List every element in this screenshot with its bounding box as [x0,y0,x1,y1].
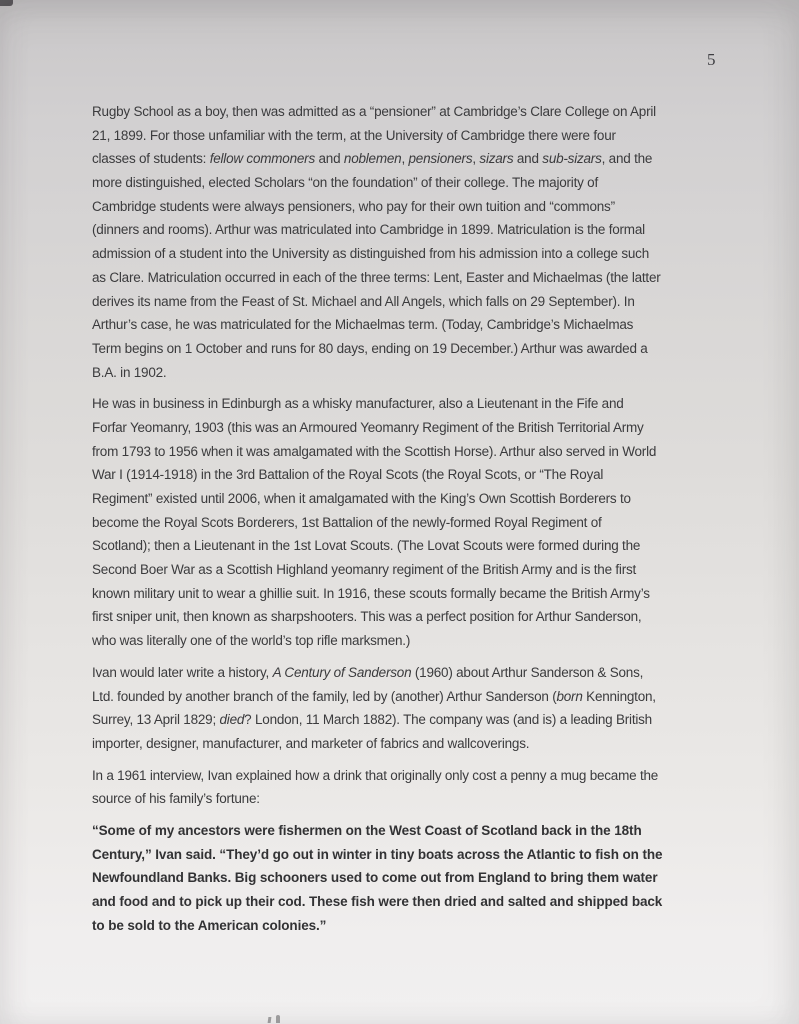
fragment-stroke [276,1015,280,1023]
text-run: derives its name from the Feast of St. Michael and All Angels, which falls on 29 September). In [92,293,635,309]
text-run: known military unit to wear a ghillie suit. In 1916, these scouts formally became the British Army’s [92,585,650,601]
paragraph-military [92,392,728,653]
text-run: to be sold to the American colonies.” [92,917,327,933]
text-line [92,100,728,124]
paragraph-interview-intro [92,764,728,811]
text-line [92,218,728,242]
text-run: as Clare. Matriculation occurred in each of the three terms: Lent, Easter and Michaelmas (the latter [92,269,661,285]
text-run: 21, 1899. For those unfamiliar with the term, at the University of Cambridge there were four [92,127,616,143]
cut-off-text-fragment [268,1015,288,1024]
text-run: Regiment” existed until 2006, when it amalgamated with the King’s Own Scottish Borderers to [92,491,631,506]
text-run: , and the [601,151,653,167]
text-line [92,787,728,811]
text-run: more distinguished, elected Scholars “on the foundation” of their college. The majority of [92,175,598,191]
text-run: Newfoundland Banks. Big schooners used to come out from England to bring them water [92,870,658,886]
text-run: In a 1961 interview, Ivan explained how a drink that originally only cost a penny a mug became the [92,767,659,783]
text-run: Ltd. founded by another branch of the family, led by (another) Arthur Sanderson ( [92,688,557,704]
text-line [92,914,728,938]
text-line [92,487,728,511]
text-line [92,511,728,535]
text-run: B.A. in 1902. [92,364,167,380]
text-run: admission of a student into the University as distinguished from his admission into a college such [92,246,649,262]
text-line [92,195,728,219]
text-run: who was literally one of the world’s top rifle marksmen.) [92,633,411,649]
italic-run: noblemen [343,151,402,167]
paragraph-cambridge [92,100,728,384]
text-run: and food and to pick up their cod. These fish were then dried and salted and shipped back [92,894,663,909]
text-line [92,440,728,464]
text-run: become the Royal Scots Borderers, 1st Battalion of the newly-formed Royal Regiment of [92,514,602,530]
text-run: and [314,151,344,167]
text-line [92,463,728,487]
italic-run: pensioners [408,151,473,167]
text-line [92,313,728,337]
italic-run: born [556,688,583,704]
scan-corner-artifact [0,0,13,6]
text-run: Surrey, 13 April 1829; [92,712,220,728]
text-line [92,534,728,558]
text-line [92,843,728,867]
text-run: He was in business in Edinburgh as a whisky manufacturer, also a Lieutenant in the Fife and [92,396,624,412]
text-line [92,361,728,385]
text-line [92,890,728,914]
text-run: classes of students: [92,151,210,167]
text-run: , [401,151,409,167]
text-line [92,124,728,148]
text-run: ? London, 11 March 1882). The company was (and is) a leading British [244,712,652,728]
paragraph-quote [92,819,728,937]
text-line [92,290,728,314]
text-run: Ivan would later write a history, [92,664,273,680]
text-run: Second Boer War as a Scottish Highland yeomanry regiment of the British Army and is the first [92,562,637,578]
text-line [92,629,728,653]
text-run: Century,” Ivan said. “They’d go out in winter in tiny boats across the Atlantic to fish on the [92,846,663,862]
text-run: from 1793 to 1956 when it was amalgamated with the Scottish Horse). Arthur also served in World [92,443,657,459]
document-text-block [92,100,728,945]
text-run: , [472,151,480,167]
text-run: Forfar Yeomanry, 1903 (this was an Armoured Yeomanry Regiment of the British Territorial Army [92,419,644,435]
text-run: Rugby School as a boy, then was admitted as a “pensioner” at Cambridge’s Clare College on April [92,104,656,119]
text-line [92,708,728,732]
text-run: (dinners and rooms). Arthur was matriculated into Cambridge in 1899. Matriculation is the formal [92,222,645,238]
italic-run: sub-sizars [542,151,602,167]
text-line [92,242,728,266]
text-run: (1960) about Arthur Sanderson & Sons, [411,664,644,680]
italic-run: sizars [479,151,514,167]
text-run: War I (1914-1918) in the 3rd Battalion of the Royal Scots (the Royal Scots, or “The Royal [92,467,604,483]
text-run: and [513,151,543,167]
text-run: “Some of my ancestors were fishermen on the West Coast of Scotland back in the 18th [92,822,642,838]
text-run: Arthur’s case, he was matriculated for the Michaelmas term. (Today, Cambridge’s Michaelmas [92,317,634,333]
text-line [92,171,728,195]
text-line [92,732,728,756]
text-run: importer, designer, manufacturer, and marketer of fabrics and wallcoverings. [92,735,530,751]
text-line [92,819,728,843]
paragraph-sanderson-history [92,661,728,756]
text-run: source of his family’s fortune: [92,791,260,807]
text-line [92,392,728,416]
page-number: 5 [707,50,716,69]
text-line [92,558,728,582]
text-run: Term begins on 1 October and runs for 80 days, ending on 19 December.) Arthur was awarded a [92,340,648,356]
text-run: Kennington, [582,688,656,704]
text-line [92,764,728,788]
text-line [92,685,728,709]
text-line [92,605,728,629]
text-line [92,866,728,890]
text-line [92,582,728,606]
text-line [92,416,728,440]
text-line [92,337,728,361]
text-line [92,266,728,290]
italic-run: fellow commoners [209,151,315,167]
fragment-stroke [268,1017,272,1023]
text-run: Cambridge students were always pensioners, who pay for their own tuition and “commons” [92,198,615,214]
italic-run: A Century of Sanderson [272,664,412,680]
italic-run: died [219,712,245,728]
text-line [92,661,728,685]
text-line [92,147,728,171]
text-run: Scotland); then a Lieutenant in the 1st Lovat Scouts. (The Lovat Scouts were formed during the [92,538,641,554]
text-run: first sniper unit, then known as sharpshooters. This was a perfect position for Arthur Sanderson, [92,609,642,625]
